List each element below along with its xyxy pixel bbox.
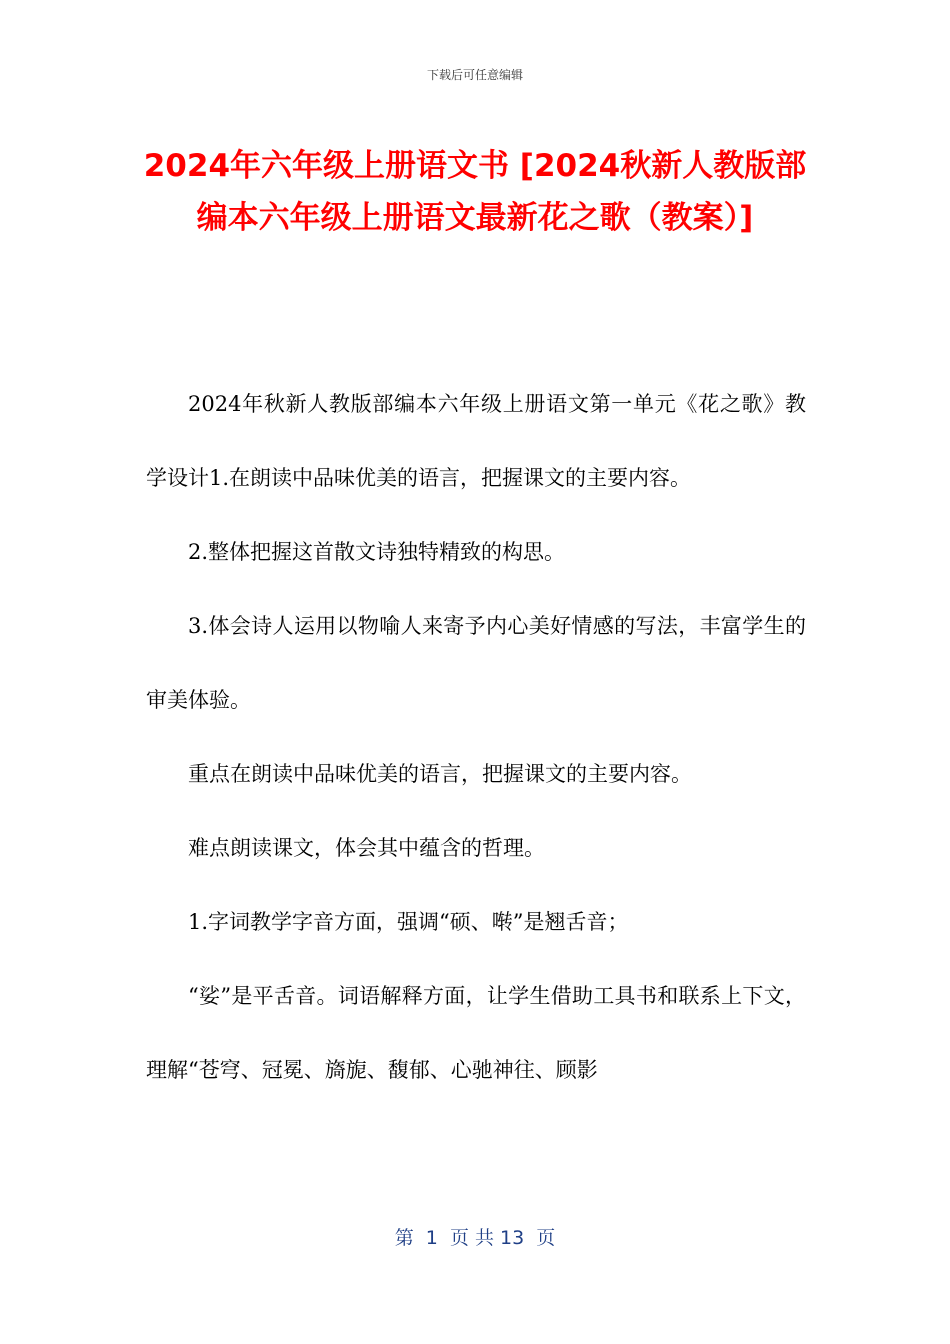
header-note: 下载后可任意编辑 [426,68,523,82]
document-title: 2024年六年级上册语文书 [2024秋新人教版部编本六年级上册语文最新花之歌（教案）] [143,148,807,236]
paragraph: “娑”是平舌音。词语解释方面，让学生借助工具书和联系上下文，理解“苍穹、冠冕、旖旎、馥郁、心驰神往、顾影 [146,984,806,1082]
paragraph: 难点朗读课文，体会其中蕴含的哲理。 [188,836,545,860]
paragraph: 重点在朗读中品味优美的语言，把握课文的主要内容。 [188,762,692,786]
document-body [146,367,806,1107]
page-number: 第 1 页 共 13 页 [394,1227,556,1249]
paragraph: 1.字词教学字音方面，强调“硕、啭”是翘舌音； [188,910,629,934]
paragraph: 2.整体把握这首散文诗独特精致的构思。 [188,540,566,564]
paragraph: 2024年秋新人教版部编本六年级上册语文第一单元《花之歌》教学设计1.在朗读中品味优美的语言，把握课文的主要内容。 [146,392,806,490]
paragraph: 3.体会诗人运用以物喻人来寄予内心美好情感的写法，丰富学生的审美体验。 [146,614,806,712]
